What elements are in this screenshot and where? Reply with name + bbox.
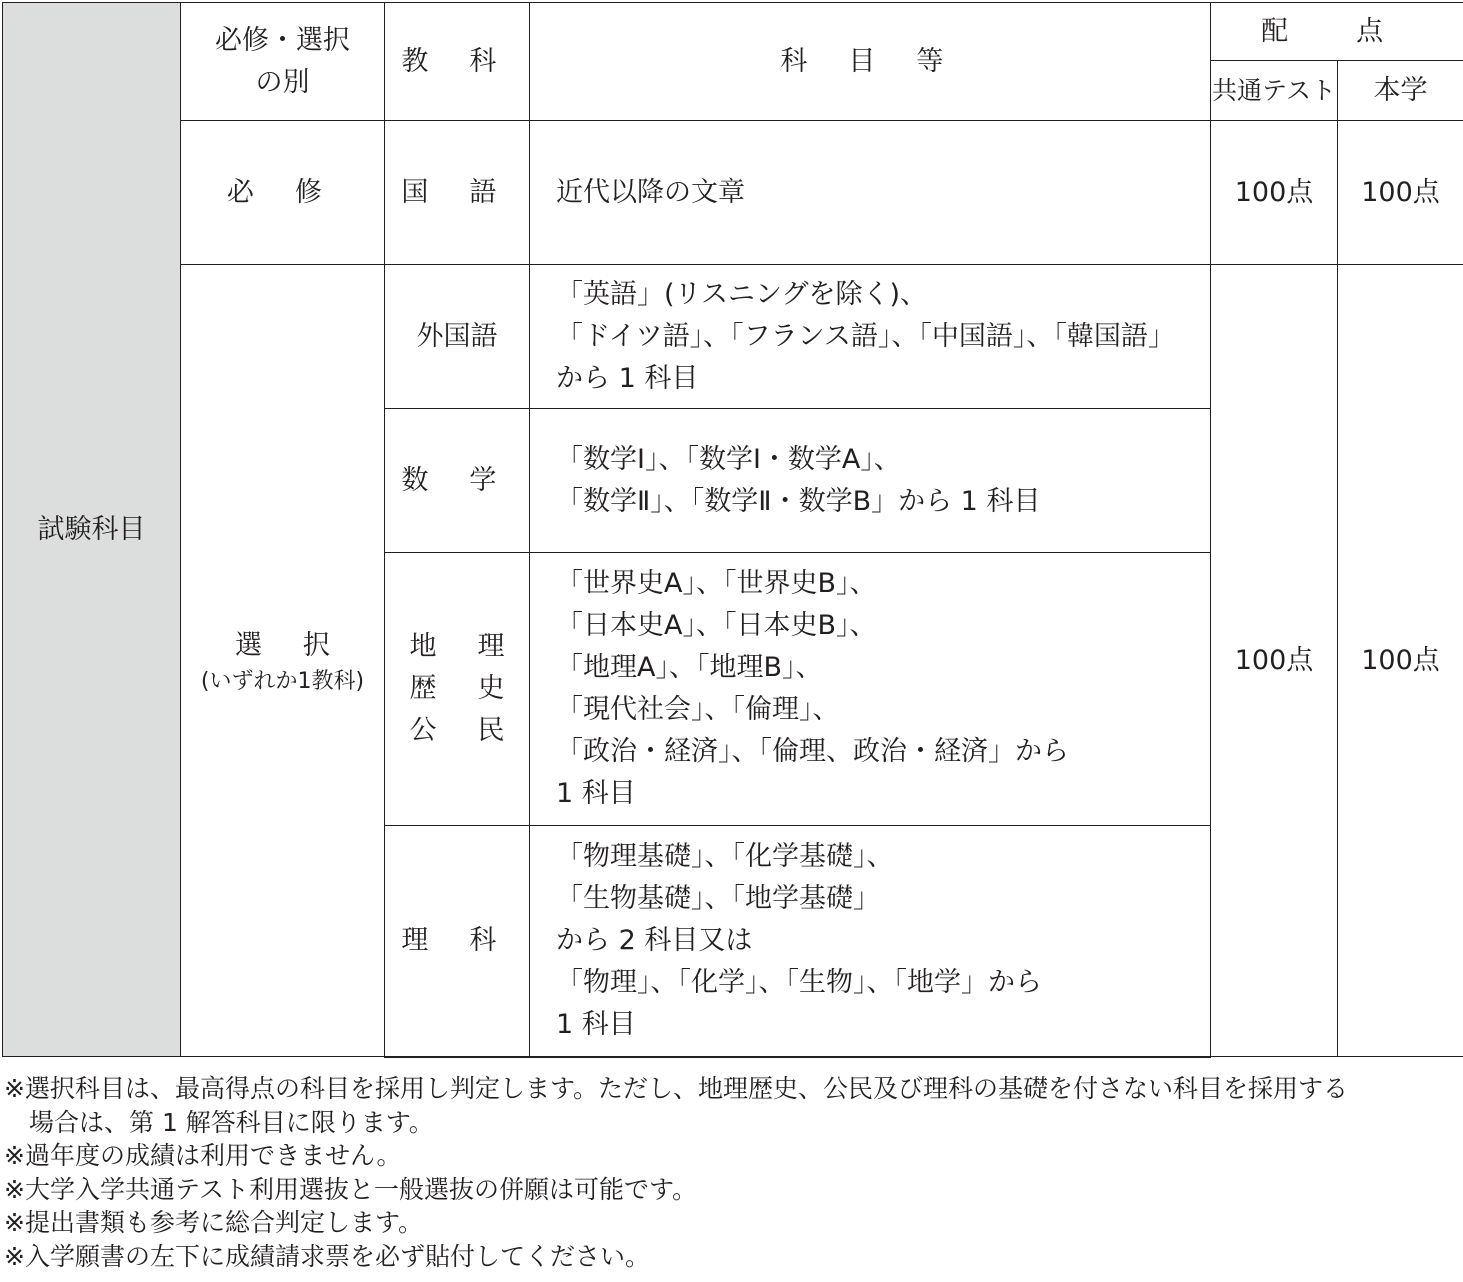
header-courses: 科 目 等 [530,3,1211,121]
required-university-points: 100点 [1338,121,1463,265]
elective-common-test-points: 100点 [1211,265,1338,1057]
header-category: 必修・選択 の別 [181,3,385,121]
note-line: ※提出書類も参考に総合判定します。 [4,1208,423,1237]
note-line: ※大学入学共通テスト利用選抜と一般選抜の併願は可能です。 [4,1174,697,1204]
header-university: 本学 [1338,61,1463,121]
required-category: 必 修 [181,121,385,265]
header-points: 配 点 [1211,3,1463,61]
elective-subject-foreign-language: 外国語 [385,265,530,409]
required-common-test-points: 100点 [1211,121,1338,265]
required-subject: 国 語 [385,121,530,265]
elective-courses-geo-history-civics: 「世界史A」、「世界史B」、 「日本史A」、「日本史B」、 「地理A」、「地理B」、 「現代社会」、「倫理」、 「政治・経済」、「倫理、政治・経済」から 1 科目 [530,553,1211,826]
elective-category: 選 択 (いずれか1教科) [181,265,385,1057]
note-line: ※過年度の成績は利用できません。 [4,1141,402,1170]
exam-subjects-table [2,2,1463,1058]
header-common-test: 共通テスト [1211,61,1338,121]
elective-courses-math: 「数学Ⅰ」、「数学Ⅰ・数学A」、 「数学Ⅱ」、「数学Ⅱ・数学B」から 1 科目 [530,409,1211,553]
elective-subject-science: 理 科 [385,826,530,1057]
row-header-exam-subjects: 試験科目 [3,3,181,1057]
header-subject: 教 科 [385,3,530,121]
elective-courses-science: 「物理基礎」、「化学基礎」、 「生物基礎」、「地学基礎」 から 2 科目又は 「物理」、「化学」、「生物」、「地学」から 1 科目 [530,826,1211,1057]
required-courses: 近代以降の文章 [530,121,1211,265]
elective-subject-geo-history-civics: 地 理 歴 史 公 民 [385,553,530,826]
elective-subject-math: 数 学 [385,409,530,553]
elective-courses-foreign-language: 「英語」(リスニングを除く)、 「ドイツ語」、「フランス語」、「中国語」、「韓国語」 から 1 科目 [530,265,1211,409]
elective-university-points: 100点 [1338,265,1463,1057]
notes [4,1072,1463,1273]
note-line: ※選択科目は、最高得点の科目を採用し判定します。ただし、地理歴史、公民及び理科の基礎を付さない科目を採用する [4,1074,1348,1103]
note-line: 場合は、第 1 解答科目に限ります。 [29,1107,434,1137]
note-line: ※入学願書の左下に成績請求票を必ず貼付してください。 [4,1241,650,1271]
